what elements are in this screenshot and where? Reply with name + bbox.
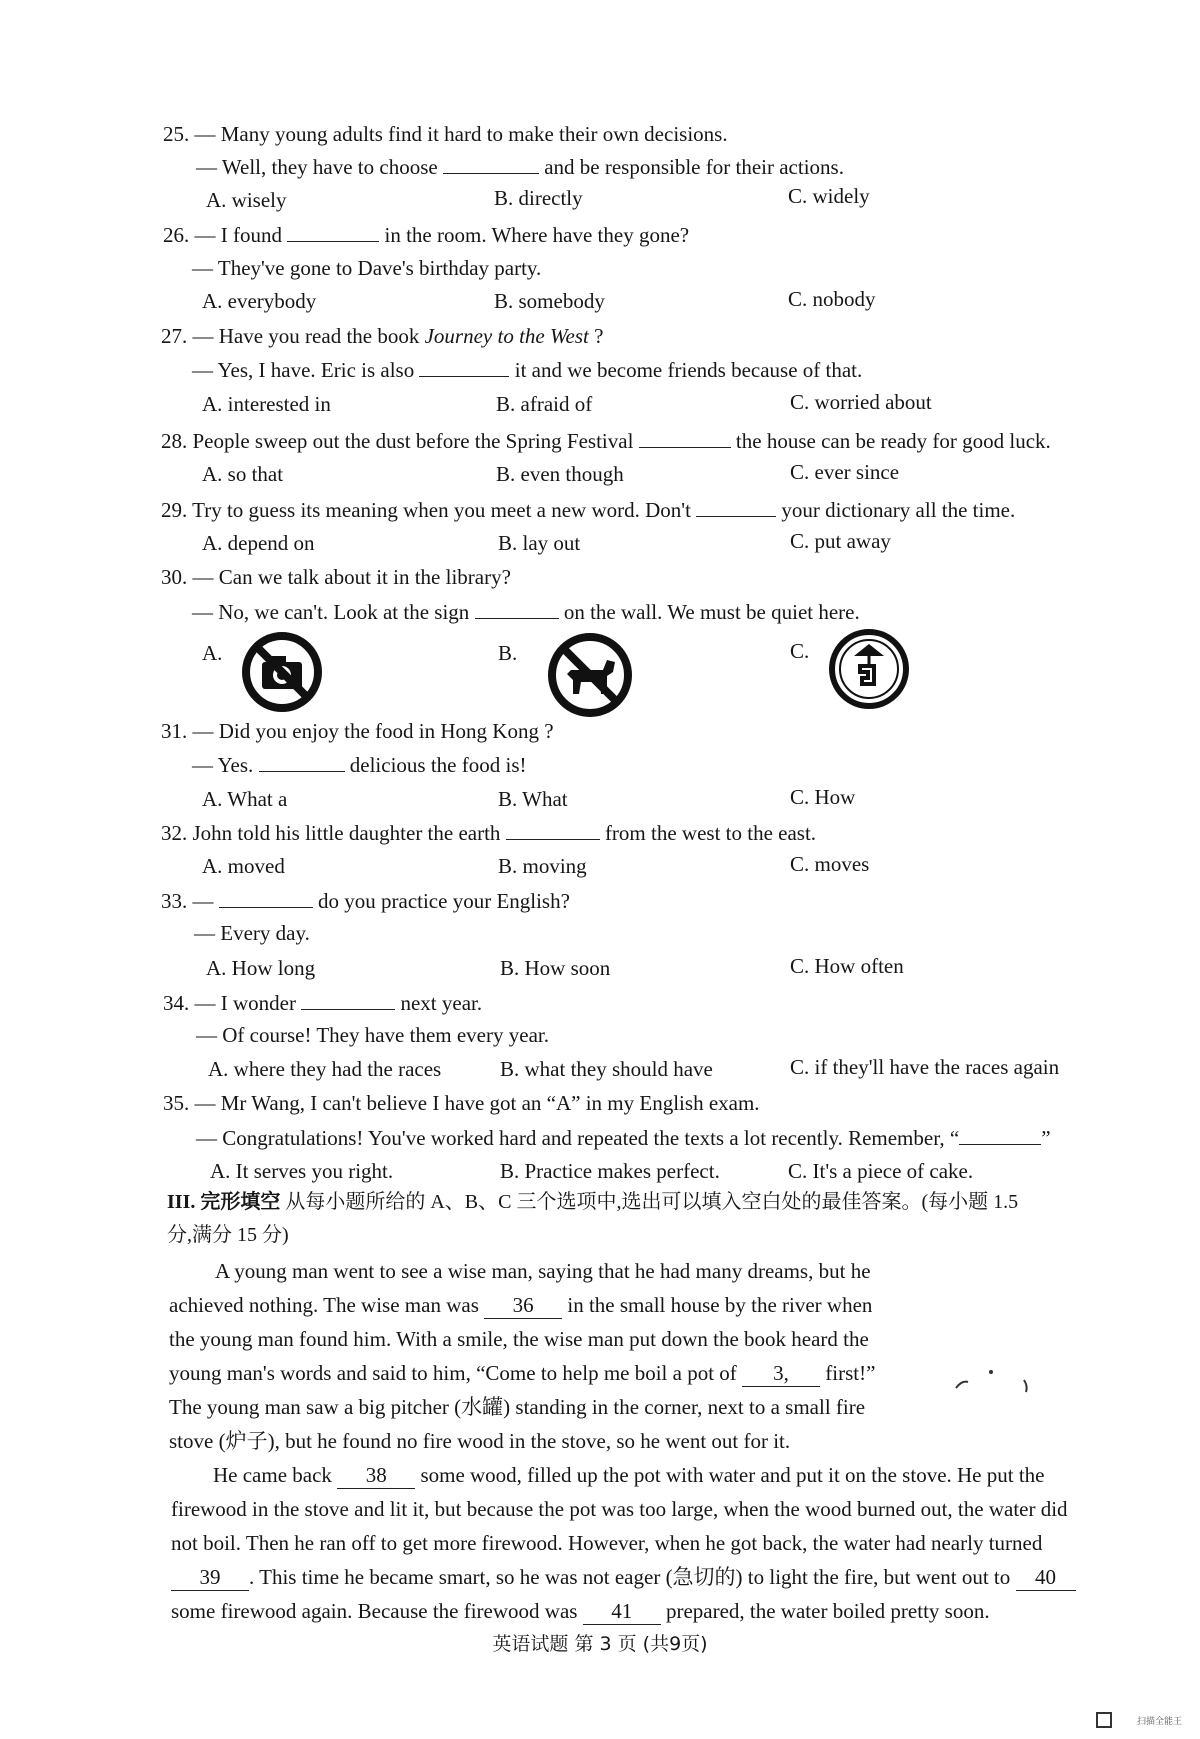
question-number: 28. bbox=[161, 429, 188, 453]
question-30 bbox=[161, 564, 511, 590]
question-27-line2 bbox=[192, 356, 862, 383]
option-b[interactable]: B. How soon bbox=[500, 956, 611, 980]
cloze-blank-39[interactable]: 39 bbox=[171, 1564, 249, 1591]
question-35 bbox=[163, 1090, 760, 1116]
passage-text: . This time he became smart, so he was not eager (急切的) to light the fire, but went out to bbox=[249, 1565, 1011, 1589]
question-32 bbox=[161, 819, 816, 846]
answer-blank[interactable] bbox=[506, 819, 600, 840]
option-a[interactable]: A. where they had the races bbox=[208, 1057, 442, 1081]
question-stem: from the west to the east. bbox=[604, 821, 817, 845]
option-b[interactable]: B. directly bbox=[494, 186, 583, 210]
answer-blank[interactable] bbox=[443, 153, 539, 174]
answer-blank[interactable] bbox=[219, 887, 313, 908]
question-stem: next year. bbox=[400, 991, 483, 1015]
fragile-handle-icon[interactable] bbox=[826, 626, 912, 712]
question-stem: the house can be ready for good luck. bbox=[735, 429, 1051, 453]
option-b[interactable]: B. even though bbox=[496, 462, 624, 486]
answer-line-text: delicious the food is! bbox=[349, 753, 527, 777]
question-35-line2 bbox=[196, 1124, 1051, 1151]
passage-text: some firewood again. Because the firewood was bbox=[171, 1599, 578, 1623]
question-34-line2: — Of course! They have them every year. bbox=[196, 1023, 549, 1047]
question-stem: People sweep out the dust before the Spring Festival bbox=[192, 429, 634, 453]
answer-blank[interactable] bbox=[696, 496, 776, 517]
cloze-blank-41[interactable]: 41 bbox=[583, 1598, 661, 1625]
answer-blank[interactable] bbox=[287, 221, 379, 242]
question-stem: — I found bbox=[194, 223, 282, 247]
answer-line-text: — Congratulations! You've worked hard and repeated the texts a lot recently. Remember, “ bbox=[196, 1126, 960, 1150]
section-instructions: 从每小题所给的 A、B、C 三个选项中,选出可以填入空白处的最佳答案。(每小题 1.5 bbox=[285, 1191, 1019, 1213]
question-31-line2 bbox=[192, 751, 527, 778]
question-stem: — Mr Wang, I can't believe I have got an “A” in my English exam. bbox=[194, 1091, 760, 1115]
passage-line: The young man saw a big pitcher (水罐) standing in the corner, next to a small fire bbox=[169, 1395, 866, 1419]
answer-blank[interactable] bbox=[419, 356, 509, 377]
option-a[interactable]: A. everybody bbox=[202, 289, 317, 313]
section-title: III. 完形填空 bbox=[167, 1191, 281, 1213]
no-camera-icon[interactable] bbox=[240, 630, 324, 714]
option-a[interactable]: A. so that bbox=[202, 462, 284, 486]
cloze-blank-40[interactable]: 40 bbox=[1016, 1564, 1076, 1591]
qr-code-icon bbox=[1096, 1712, 1112, 1728]
question-stem: ? bbox=[594, 324, 604, 348]
question-stem: — Can we talk about it in the library? bbox=[192, 565, 511, 589]
question-25 bbox=[163, 121, 728, 147]
option-b[interactable]: B. bbox=[498, 641, 518, 665]
option-a[interactable]: A. interested in bbox=[202, 392, 331, 416]
option-c[interactable]: C. How bbox=[790, 785, 856, 809]
question-number: 35. bbox=[163, 1091, 190, 1115]
question-stem: — Have you read the book bbox=[192, 324, 420, 348]
cloze-blank-37[interactable]: 3, bbox=[742, 1360, 820, 1387]
book-title: Journey to the West bbox=[424, 324, 589, 348]
passage-text: first!” bbox=[825, 1361, 876, 1385]
passage-line bbox=[171, 1564, 1076, 1591]
question-stem: — Did you enjoy the food in Hong Kong ? bbox=[192, 719, 554, 743]
question-number: 33. bbox=[161, 889, 188, 913]
passage-line bbox=[171, 1598, 990, 1625]
option-b[interactable]: B. afraid of bbox=[496, 392, 593, 416]
question-26 bbox=[163, 221, 689, 248]
cloze-blank-36[interactable]: 36 bbox=[484, 1292, 562, 1319]
question-number: 26. bbox=[163, 223, 190, 247]
answer-blank[interactable] bbox=[259, 751, 345, 772]
option-c[interactable]: C. widely bbox=[788, 184, 870, 208]
question-number: 29. bbox=[161, 498, 188, 522]
option-c[interactable]: C. bbox=[790, 639, 810, 663]
passage-line: firewood in the stove and lit it, but because the pot was too large, when the wood burned out, the water did bbox=[171, 1497, 1068, 1521]
answer-blank[interactable] bbox=[639, 427, 731, 448]
question-25-line2 bbox=[196, 153, 844, 180]
passage-line bbox=[169, 1360, 875, 1387]
cloze-blank-38[interactable]: 38 bbox=[337, 1462, 415, 1489]
answer-line-text: — Yes. bbox=[192, 753, 254, 777]
passage-text: in the small house by the river when bbox=[567, 1293, 873, 1317]
question-33 bbox=[161, 887, 570, 914]
option-c[interactable]: C. nobody bbox=[788, 287, 876, 311]
option-c[interactable]: C. moves bbox=[790, 852, 870, 876]
answer-blank[interactable] bbox=[301, 989, 395, 1010]
option-c[interactable]: C. if they'll have the races again bbox=[790, 1055, 1060, 1079]
option-a[interactable]: A. wisely bbox=[206, 188, 287, 212]
question-34 bbox=[163, 989, 482, 1016]
passage-text: some wood, filled up the pot with water and put it on the stove. He put the bbox=[420, 1463, 1045, 1487]
section-heading bbox=[167, 1189, 1018, 1215]
question-number: 32. bbox=[161, 821, 188, 845]
answer-line-text: — No, we can't. Look at the sign bbox=[192, 600, 470, 624]
option-a[interactable]: A. depend on bbox=[202, 531, 315, 555]
scanner-watermark: 扫描全能王 bbox=[1136, 1717, 1182, 1727]
option-a[interactable]: A. How long bbox=[206, 956, 316, 980]
passage-line: A young man went to see a wise man, saying that he had many dreams, but he bbox=[215, 1259, 871, 1283]
answer-blank[interactable] bbox=[959, 1124, 1041, 1145]
passage-line: not boil. Then he ran off to get more firewood. However, when he got back, the water had nearly turned bbox=[171, 1531, 1043, 1555]
question-number: 30. bbox=[161, 565, 188, 589]
passage-text: young man's words and said to him, “Come to help me boil a pot of bbox=[169, 1361, 737, 1385]
section-score-note: 分,满分 15 分) bbox=[167, 1224, 289, 1246]
passage-line bbox=[169, 1292, 872, 1319]
answer-line-text: on the wall. We must be quiet here. bbox=[563, 600, 860, 624]
option-b[interactable]: B. somebody bbox=[494, 289, 605, 313]
answer-line-text: and be responsible for their actions. bbox=[544, 155, 844, 179]
answer-line-text: — Yes, I have. Eric is also bbox=[192, 358, 415, 382]
passage-text: He came back bbox=[213, 1463, 332, 1487]
question-stem: in the room. Where have they gone? bbox=[384, 223, 690, 247]
question-27 bbox=[161, 323, 603, 349]
passage-text: prepared, the water boiled pretty soon. bbox=[665, 1599, 990, 1623]
question-31 bbox=[161, 718, 554, 744]
question-stem: — bbox=[192, 889, 214, 913]
no-dogs-icon[interactable] bbox=[545, 630, 635, 720]
answer-line-text: — Well, they have to choose bbox=[196, 155, 438, 179]
page-footer: 英语试题 第 3 页 (共9页) bbox=[492, 1633, 708, 1655]
question-stem: John told his little daughter the earth bbox=[192, 821, 501, 845]
answer-blank[interactable] bbox=[475, 598, 559, 619]
question-stem: — I wonder bbox=[194, 991, 296, 1015]
question-28 bbox=[161, 427, 1051, 454]
question-30-line2 bbox=[192, 598, 860, 625]
option-c[interactable]: C. It's a piece of cake. bbox=[788, 1159, 974, 1183]
question-stem: — Many young adults find it hard to make their own decisions. bbox=[194, 122, 728, 146]
option-c[interactable]: C. ever since bbox=[790, 460, 900, 484]
passage-line bbox=[213, 1462, 1045, 1489]
question-stem: do you practice your English? bbox=[318, 889, 570, 913]
option-b[interactable]: B. lay out bbox=[498, 531, 581, 555]
question-number: 31. bbox=[161, 719, 188, 743]
passage-text: achieved nothing. The wise man was bbox=[169, 1293, 479, 1317]
passage-line: stove (炉子), but he found no fire wood in the stove, so he went out for it. bbox=[169, 1429, 791, 1453]
option-b[interactable]: B. Practice makes perfect. bbox=[500, 1159, 720, 1183]
answer-line-text: it and we become friends because of that. bbox=[514, 358, 863, 382]
pen-mark bbox=[954, 1368, 1034, 1398]
answer-line-text: ” bbox=[1041, 1126, 1051, 1150]
question-26-line2: — They've gone to Dave's birthday party. bbox=[192, 256, 542, 280]
passage-line: the young man found him. With a smile, the wise man put down the book heard the bbox=[169, 1327, 869, 1351]
question-stem: your dictionary all the time. bbox=[781, 498, 1016, 522]
option-c[interactable]: C. worried about bbox=[790, 390, 932, 414]
question-number: 27. bbox=[161, 324, 188, 348]
option-b[interactable]: B. moving bbox=[498, 854, 587, 878]
question-stem: Try to guess its meaning when you meet a new word. Don't bbox=[192, 498, 691, 522]
option-b[interactable]: B. What bbox=[498, 787, 568, 811]
option-a[interactable]: A. bbox=[202, 641, 223, 665]
question-29 bbox=[161, 496, 1015, 523]
option-a[interactable]: A. What a bbox=[202, 787, 288, 811]
question-number: 34. bbox=[163, 991, 190, 1015]
option-a[interactable]: A. moved bbox=[202, 854, 285, 878]
question-33-line2: — Every day. bbox=[194, 921, 310, 945]
option-c[interactable]: C. How often bbox=[790, 954, 904, 978]
option-b[interactable]: B. what they should have bbox=[500, 1057, 713, 1081]
option-c[interactable]: C. put away bbox=[790, 529, 891, 553]
question-number: 25. bbox=[163, 122, 190, 146]
option-a[interactable]: A. It serves you right. bbox=[210, 1159, 394, 1183]
